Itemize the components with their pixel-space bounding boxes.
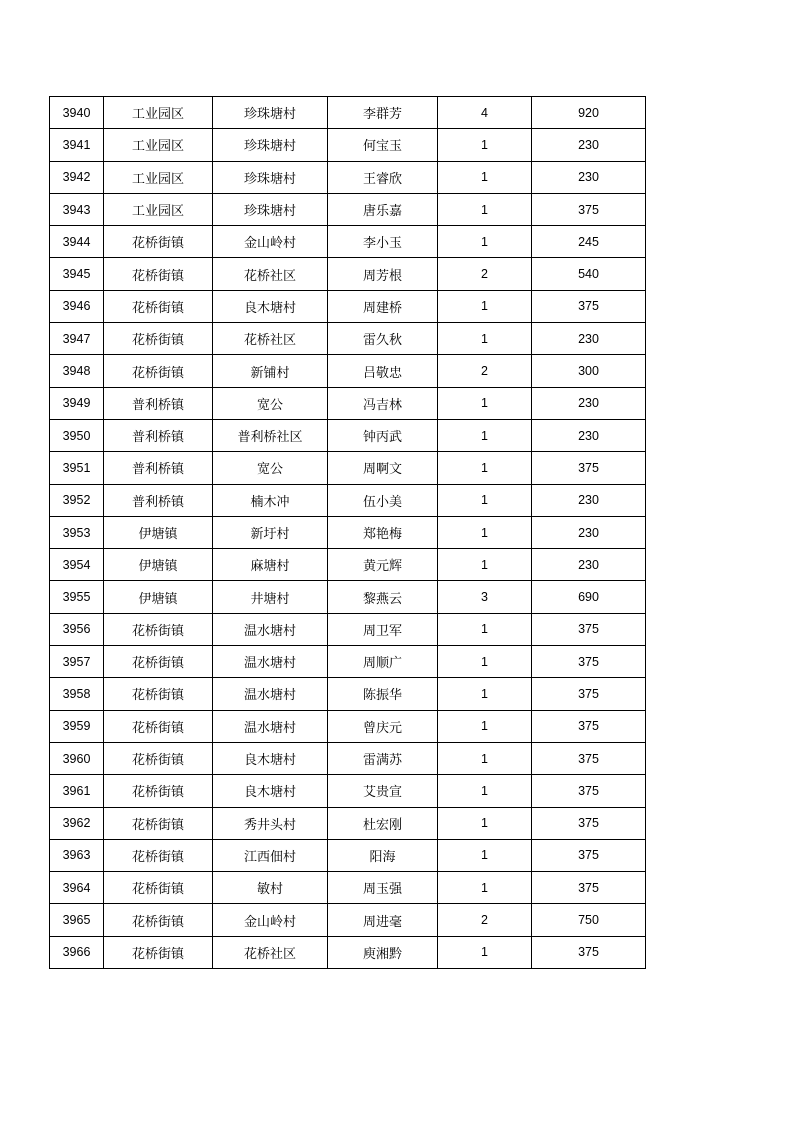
- amount-cell: 375: [532, 193, 646, 225]
- table-row: [50, 290, 646, 322]
- row-number-cell: 3960: [50, 742, 104, 774]
- count-cell: 1: [438, 323, 532, 355]
- town-cell: 普利桥镇: [104, 419, 213, 451]
- row-number-cell: 3948: [50, 355, 104, 387]
- table-row: [50, 678, 646, 710]
- name-cell: 冯吉林: [328, 387, 438, 419]
- name-cell: 陈振华: [328, 678, 438, 710]
- amount-cell: 375: [532, 839, 646, 871]
- town-cell: 花桥街镇: [104, 678, 213, 710]
- count-cell: 1: [438, 419, 532, 451]
- amount-cell: 375: [532, 710, 646, 742]
- table-row: [50, 161, 646, 193]
- village-cell: 温水塘村: [213, 710, 328, 742]
- village-cell: 珍珠塘村: [213, 161, 328, 193]
- count-cell: 1: [438, 129, 532, 161]
- count-cell: 2: [438, 355, 532, 387]
- count-cell: 1: [438, 710, 532, 742]
- table-row: [50, 484, 646, 516]
- row-number-cell: 3952: [50, 484, 104, 516]
- town-cell: 花桥街镇: [104, 710, 213, 742]
- amount-cell: 690: [532, 581, 646, 613]
- name-cell: 周玉强: [328, 872, 438, 904]
- count-cell: 1: [438, 516, 532, 548]
- table-row: [50, 226, 646, 258]
- amount-cell: 375: [532, 807, 646, 839]
- row-number-cell: 3942: [50, 161, 104, 193]
- name-cell: 李群芳: [328, 97, 438, 129]
- amount-cell: 245: [532, 226, 646, 258]
- town-cell: 花桥街镇: [104, 872, 213, 904]
- village-cell: 花桥社区: [213, 323, 328, 355]
- village-cell: 新圩村: [213, 516, 328, 548]
- row-number-cell: 3944: [50, 226, 104, 258]
- row-number-cell: 3964: [50, 872, 104, 904]
- row-number-cell: 3958: [50, 678, 104, 710]
- name-cell: 艾贵宣: [328, 775, 438, 807]
- count-cell: 1: [438, 742, 532, 774]
- count-cell: 2: [438, 904, 532, 936]
- amount-cell: 375: [532, 872, 646, 904]
- village-cell: 新铺村: [213, 355, 328, 387]
- count-cell: 1: [438, 484, 532, 516]
- row-number-cell: 3941: [50, 129, 104, 161]
- village-cell: 花桥社区: [213, 936, 328, 968]
- amount-cell: 375: [532, 678, 646, 710]
- village-cell: 良木塘村: [213, 290, 328, 322]
- name-cell: 周啊文: [328, 452, 438, 484]
- name-cell: 吕敬忠: [328, 355, 438, 387]
- town-cell: 花桥街镇: [104, 355, 213, 387]
- row-number-cell: 3966: [50, 936, 104, 968]
- amount-cell: 375: [532, 452, 646, 484]
- name-cell: 王睿欣: [328, 161, 438, 193]
- name-cell: 李小玉: [328, 226, 438, 258]
- name-cell: 周顺广: [328, 646, 438, 678]
- row-number-cell: 3940: [50, 97, 104, 129]
- row-number-cell: 3953: [50, 516, 104, 548]
- name-cell: 钟丙武: [328, 419, 438, 451]
- town-cell: 花桥街镇: [104, 839, 213, 871]
- name-cell: 雷满苏: [328, 742, 438, 774]
- town-cell: 普利桥镇: [104, 484, 213, 516]
- table-row: [50, 97, 646, 129]
- table-row: [50, 775, 646, 807]
- village-cell: 江西佃村: [213, 839, 328, 871]
- amount-cell: 230: [532, 484, 646, 516]
- amount-cell: 375: [532, 742, 646, 774]
- row-number-cell: 3957: [50, 646, 104, 678]
- name-cell: 黎燕云: [328, 581, 438, 613]
- count-cell: 1: [438, 807, 532, 839]
- table-row: [50, 807, 646, 839]
- name-cell: 何宝玉: [328, 129, 438, 161]
- amount-cell: 375: [532, 613, 646, 645]
- village-cell: 良木塘村: [213, 742, 328, 774]
- table-row: [50, 258, 646, 290]
- village-cell: 金山岭村: [213, 226, 328, 258]
- amount-cell: 230: [532, 419, 646, 451]
- town-cell: 花桥街镇: [104, 258, 213, 290]
- village-cell: 秀井头村: [213, 807, 328, 839]
- name-cell: 周卫军: [328, 613, 438, 645]
- name-cell: 黄元辉: [328, 549, 438, 581]
- table-row: [50, 742, 646, 774]
- village-cell: 珍珠塘村: [213, 97, 328, 129]
- amount-cell: 230: [532, 516, 646, 548]
- amount-cell: 375: [532, 290, 646, 322]
- table-row: [50, 936, 646, 968]
- village-cell: 温水塘村: [213, 646, 328, 678]
- count-cell: 1: [438, 193, 532, 225]
- row-number-cell: 3955: [50, 581, 104, 613]
- town-cell: 伊塘镇: [104, 516, 213, 548]
- count-cell: 1: [438, 936, 532, 968]
- amount-cell: 375: [532, 646, 646, 678]
- town-cell: 花桥街镇: [104, 807, 213, 839]
- table-row: [50, 323, 646, 355]
- table-row: [50, 872, 646, 904]
- name-cell: 杜宏刚: [328, 807, 438, 839]
- village-cell: 花桥社区: [213, 258, 328, 290]
- amount-cell: 230: [532, 323, 646, 355]
- name-cell: 阳海: [328, 839, 438, 871]
- town-cell: 工业园区: [104, 97, 213, 129]
- table-row: [50, 646, 646, 678]
- town-cell: 花桥街镇: [104, 742, 213, 774]
- row-number-cell: 3959: [50, 710, 104, 742]
- table-row: [50, 710, 646, 742]
- name-cell: 唐乐嘉: [328, 193, 438, 225]
- row-number-cell: 3943: [50, 193, 104, 225]
- name-cell: 郑艳梅: [328, 516, 438, 548]
- village-cell: 普利桥社区: [213, 419, 328, 451]
- amount-cell: 230: [532, 129, 646, 161]
- row-number-cell: 3965: [50, 904, 104, 936]
- table-row: [50, 839, 646, 871]
- amount-cell: 540: [532, 258, 646, 290]
- count-cell: 4: [438, 97, 532, 129]
- table-row: [50, 129, 646, 161]
- count-cell: 1: [438, 839, 532, 871]
- table-row: [50, 387, 646, 419]
- table-row: [50, 613, 646, 645]
- table-row: [50, 581, 646, 613]
- town-cell: 伊塘镇: [104, 581, 213, 613]
- town-cell: 花桥街镇: [104, 323, 213, 355]
- row-number-cell: 3946: [50, 290, 104, 322]
- village-cell: 宽公: [213, 452, 328, 484]
- count-cell: 1: [438, 549, 532, 581]
- count-cell: 1: [438, 226, 532, 258]
- name-cell: 庾湘黔: [328, 936, 438, 968]
- count-cell: 1: [438, 872, 532, 904]
- village-cell: 温水塘村: [213, 613, 328, 645]
- village-cell: 敏村: [213, 872, 328, 904]
- row-number-cell: 3963: [50, 839, 104, 871]
- village-cell: 楠木冲: [213, 484, 328, 516]
- table-row: [50, 419, 646, 451]
- row-number-cell: 3951: [50, 452, 104, 484]
- town-cell: 花桥街镇: [104, 936, 213, 968]
- town-cell: 花桥街镇: [104, 613, 213, 645]
- count-cell: 1: [438, 452, 532, 484]
- amount-cell: 920: [532, 97, 646, 129]
- table-row: [50, 516, 646, 548]
- village-cell: 良木塘村: [213, 775, 328, 807]
- name-cell: 曾庆元: [328, 710, 438, 742]
- row-number-cell: 3961: [50, 775, 104, 807]
- amount-cell: 375: [532, 775, 646, 807]
- table-row: [50, 904, 646, 936]
- name-cell: 伍小美: [328, 484, 438, 516]
- town-cell: 工业园区: [104, 193, 213, 225]
- village-cell: 温水塘村: [213, 678, 328, 710]
- row-number-cell: 3950: [50, 419, 104, 451]
- amount-cell: 300: [532, 355, 646, 387]
- row-number-cell: 3945: [50, 258, 104, 290]
- town-cell: 普利桥镇: [104, 387, 213, 419]
- count-cell: 1: [438, 387, 532, 419]
- name-cell: 周进毫: [328, 904, 438, 936]
- town-cell: 花桥街镇: [104, 646, 213, 678]
- town-cell: 花桥街镇: [104, 226, 213, 258]
- data-table: [49, 96, 646, 969]
- row-number-cell: 3947: [50, 323, 104, 355]
- town-cell: 普利桥镇: [104, 452, 213, 484]
- table-row: [50, 452, 646, 484]
- village-cell: 井塘村: [213, 581, 328, 613]
- row-number-cell: 3954: [50, 549, 104, 581]
- village-cell: 珍珠塘村: [213, 129, 328, 161]
- table-row: [50, 193, 646, 225]
- amount-cell: 375: [532, 936, 646, 968]
- row-number-cell: 3962: [50, 807, 104, 839]
- count-cell: 1: [438, 613, 532, 645]
- village-cell: 麻塘村: [213, 549, 328, 581]
- name-cell: 周建桥: [328, 290, 438, 322]
- amount-cell: 230: [532, 549, 646, 581]
- name-cell: 雷久秋: [328, 323, 438, 355]
- village-cell: 宽公: [213, 387, 328, 419]
- count-cell: 1: [438, 646, 532, 678]
- town-cell: 工业园区: [104, 129, 213, 161]
- row-number-cell: 3956: [50, 613, 104, 645]
- town-cell: 花桥街镇: [104, 290, 213, 322]
- village-cell: 珍珠塘村: [213, 193, 328, 225]
- amount-cell: 750: [532, 904, 646, 936]
- row-number-cell: 3949: [50, 387, 104, 419]
- village-cell: 金山岭村: [213, 904, 328, 936]
- count-cell: 1: [438, 161, 532, 193]
- count-cell: 1: [438, 678, 532, 710]
- town-cell: 伊塘镇: [104, 549, 213, 581]
- count-cell: 2: [438, 258, 532, 290]
- count-cell: 1: [438, 775, 532, 807]
- count-cell: 1: [438, 290, 532, 322]
- amount-cell: 230: [532, 387, 646, 419]
- town-cell: 花桥街镇: [104, 775, 213, 807]
- table-body: [50, 97, 646, 969]
- town-cell: 花桥街镇: [104, 904, 213, 936]
- town-cell: 工业园区: [104, 161, 213, 193]
- count-cell: 3: [438, 581, 532, 613]
- table-row: [50, 355, 646, 387]
- name-cell: 周芳根: [328, 258, 438, 290]
- table-row: [50, 549, 646, 581]
- amount-cell: 230: [532, 161, 646, 193]
